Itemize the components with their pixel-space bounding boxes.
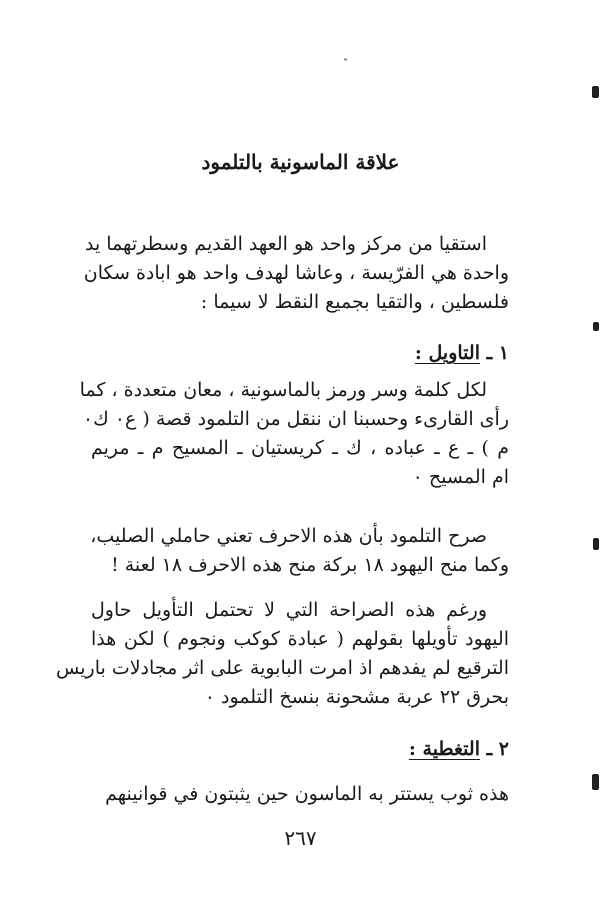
paragraph-2	[79, 376, 509, 492]
section-heading-2	[409, 738, 509, 760]
section-label: التاويل :	[414, 342, 480, 364]
text-line: وكما منح اليهود ١٨ بركة منح هذه الاحرف ١٨ لعنة !	[111, 554, 509, 576]
text-line: صرح التلمود بأن هذه الاحرف تعني حاملي الصليب،	[90, 525, 487, 547]
paragraph-4	[56, 596, 509, 712]
text-line: اليهود تأويلها بقولهم ( عبادة كوكب ونجوم ) لكن هذا	[91, 628, 509, 650]
paragraph-5	[91, 780, 509, 809]
scan-edge-mark	[592, 86, 599, 98]
paragraph-3	[91, 522, 509, 580]
section-number: ١ ـ	[479, 342, 509, 364]
scan-edge-mark	[593, 538, 599, 550]
text-line: هذه ثوب يستتر به الماسون حين يثبتون في قوانينهم	[105, 783, 509, 805]
text-line: ام المسيح ٠	[412, 466, 509, 488]
scan-speck	[344, 58, 347, 61]
page-title: علاقة الماسونية بالتلمود	[201, 150, 400, 174]
text-line: لكل كلمة وسر ورمز بالماسونية ، معان متعددة ، كما	[79, 379, 487, 401]
scan-edge-mark	[593, 322, 599, 331]
section-heading-1	[415, 342, 509, 364]
text-line: فلسطين ، والتقيا بجميع النقط لا سيما :	[200, 291, 509, 313]
text-line: رأى القارىء وحسبنا ان ننقل من التلمود قصة ( ع٠ ك٠	[82, 408, 509, 430]
section-number: ٢ ـ	[479, 738, 509, 760]
scan-edge-mark	[592, 774, 599, 790]
paragraph-1	[83, 230, 509, 317]
text-line: الترقيع لم يفدهم اذ امرت البابوية على اثر مجادلات باريس	[56, 657, 509, 679]
text-line: استقيا من مركز واحد هو العهد القديم وسطرتهما يد	[84, 233, 487, 255]
page-number: ٢٦٧	[284, 826, 317, 850]
section-label: التغطية :	[408, 738, 480, 760]
text-line: م ) ـ ع ـ عباده ، ك ـ كريستيان ـ المسيح م ـ مريم	[91, 437, 509, 459]
text-line: بحرق ٢٢ عربة مشحونة بنسخ التلمود ٠	[204, 686, 509, 708]
text-line: واحدة هي الفرّيسة ، وعاشا لهدف واحد هو ابادة سكان	[83, 262, 509, 284]
text-line: ورغم هذه الصراحة التي لا تحتمل التأويل حاول	[91, 599, 487, 621]
